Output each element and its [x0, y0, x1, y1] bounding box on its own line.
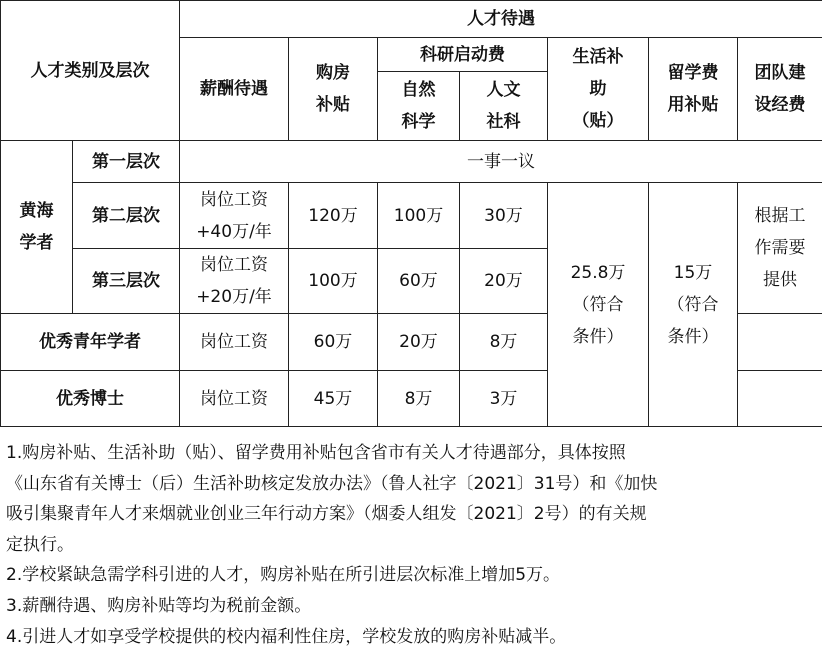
humanities-cell: 20万 — [460, 249, 548, 314]
table-row — [1, 183, 822, 249]
housing-cell: 100万 — [289, 249, 378, 314]
salary-cell: 岗位工资 +40万/年 — [180, 183, 289, 249]
note-line: 4.引进人才如享受学校提供的校内福利性住房，学校发放的购房补贴减半。 — [6, 626, 567, 647]
housing-cell: 120万 — [289, 183, 378, 249]
header-research-fund: 科研启动费 — [378, 38, 548, 72]
humanities-cell: 30万 — [460, 183, 548, 249]
level-label: 第一层次 — [73, 141, 180, 183]
note-line: 3.薪酬待遇、购房补贴等均为税前金额。 — [6, 595, 312, 616]
salary-cell: 岗位工资 — [180, 314, 289, 371]
header-living-allowance: 生活补 助 （贴） — [548, 38, 649, 141]
level-label: 第三层次 — [73, 249, 180, 314]
living-allowance-cell: 25.8万 （符合 条件） — [548, 183, 649, 427]
header-talent-benefits: 人才待遇 — [180, 1, 822, 38]
team-fund-cell: 根据工 作需要 提供 — [738, 183, 822, 314]
natural-cell: 8万 — [378, 371, 460, 427]
header-study-abroad: 留学费 用补贴 — [649, 38, 738, 141]
salary-cell: 岗位工资 +20万/年 — [180, 249, 289, 314]
humanities-cell: 3万 — [460, 371, 548, 427]
header-team-fund: 团队建 设经费 — [738, 38, 822, 141]
humanities-cell: 8万 — [460, 314, 548, 371]
natural-cell: 20万 — [378, 314, 460, 371]
study-abroad-cell: 15万 （符合 条件） — [649, 183, 738, 427]
header-housing: 购房 补贴 — [289, 38, 378, 141]
table-row — [1, 141, 822, 183]
level1-value: 一事一议 — [180, 141, 822, 183]
header-salary: 薪酬待遇 — [180, 38, 289, 141]
housing-cell: 60万 — [289, 314, 378, 371]
category-huanghai-scholar: 黄海 学者 — [1, 141, 73, 314]
natural-cell: 60万 — [378, 249, 460, 314]
header-category: 人才类别及层次 — [1, 1, 180, 141]
header-humanities: 人文 社科 — [460, 72, 548, 141]
housing-cell: 45万 — [289, 371, 378, 427]
salary-cell: 岗位工资 — [180, 371, 289, 427]
note-line: 定执行。 — [6, 534, 74, 555]
team-fund-empty-cell — [738, 314, 822, 371]
header-natural-science: 自然 科学 — [378, 72, 460, 141]
note-line: 吸引集聚青年人才来烟就业创业三年行动方案》（烟委人组发〔2021〕2号）的有关规 — [6, 504, 647, 525]
team-fund-empty-cell — [738, 371, 822, 427]
category-youth-scholar: 优秀青年学者 — [1, 314, 180, 371]
natural-cell: 100万 — [378, 183, 460, 249]
notes-section — [6, 438, 818, 652]
note-line: 1.购房补贴、生活补助（贴）、留学费用补贴包含省市有关人才待遇部分，具体按照 — [6, 443, 626, 463]
level-label: 第二层次 — [73, 183, 180, 249]
category-excellent-doctor: 优秀博士 — [1, 371, 180, 427]
note-line: 2.学校紧缺急需学科引进的人才，购房补贴在所引进层次标准上增加5万。 — [6, 565, 561, 586]
note-line: 《山东省有关博士（后）生活补助核定发放办法》（鲁人社字〔2021〕31号）和《加快 — [6, 473, 658, 494]
